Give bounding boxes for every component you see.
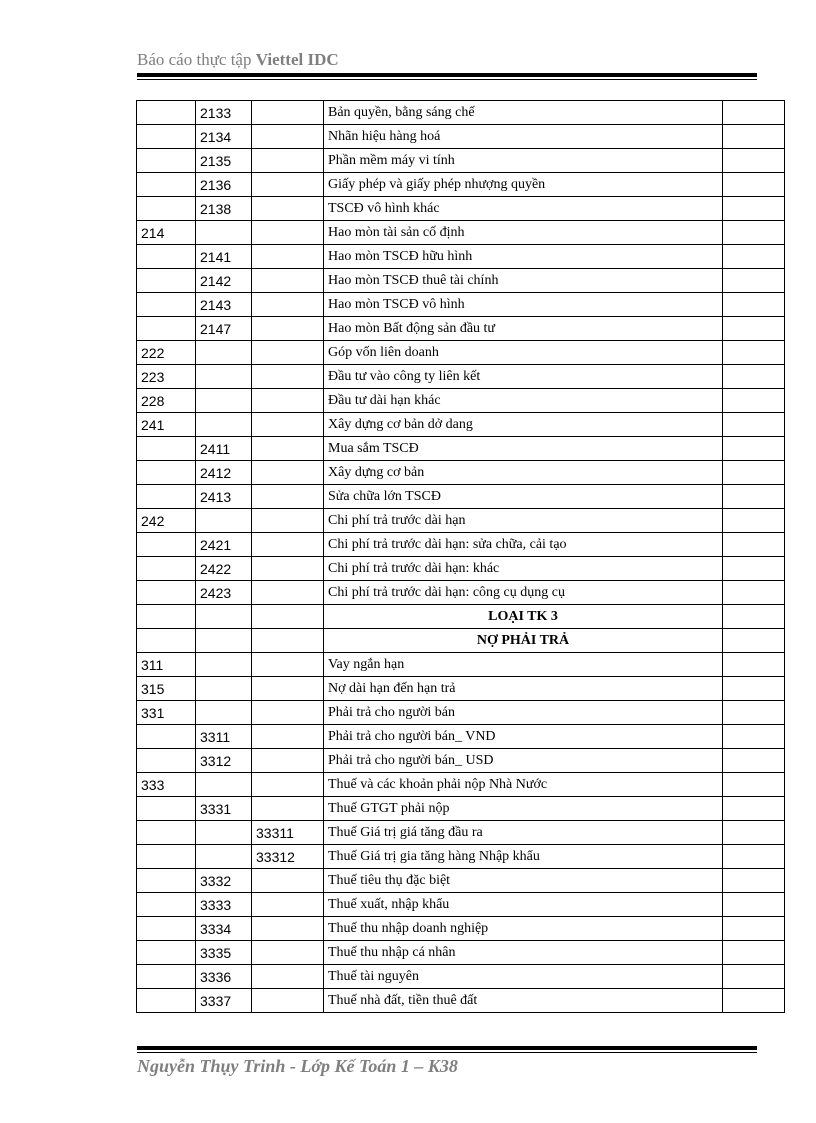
account-name: Hao mòn TSCĐ thuê tài chính xyxy=(324,269,723,293)
table-row xyxy=(137,221,785,245)
account-code-c3 xyxy=(252,605,324,629)
account-code-c1 xyxy=(137,269,196,293)
account-name: TSCĐ vô hình khác xyxy=(324,197,723,221)
note-cell xyxy=(723,533,785,557)
account-name: Thuế xuất, nhập khẩu xyxy=(324,893,723,917)
account-code-c1 xyxy=(137,845,196,869)
note-cell xyxy=(723,869,785,893)
account-code-c1 xyxy=(137,965,196,989)
account-code-c1 xyxy=(137,149,196,173)
account-code-c2 xyxy=(196,629,252,653)
page-header xyxy=(137,50,339,70)
account-code-c2: 3334 xyxy=(196,917,252,941)
account-code-c2: 2134 xyxy=(196,125,252,149)
account-code-c1 xyxy=(137,893,196,917)
account-code-c3 xyxy=(252,221,324,245)
section-heading: LOẠI TK 3 xyxy=(324,605,723,629)
account-code-c2 xyxy=(196,509,252,533)
account-code-c3 xyxy=(252,389,324,413)
table-row xyxy=(137,269,785,293)
account-code-c3 xyxy=(252,125,324,149)
table-row xyxy=(137,797,785,821)
account-code-c1: 222 xyxy=(137,341,196,365)
account-code-c2: 2143 xyxy=(196,293,252,317)
account-code-c3 xyxy=(252,293,324,317)
table-row xyxy=(137,341,785,365)
table-row xyxy=(137,533,785,557)
account-code-c1 xyxy=(137,725,196,749)
account-name: Hao mòn TSCĐ vô hình xyxy=(324,293,723,317)
account-name: Bản quyền, bằng sáng chế xyxy=(324,101,723,125)
note-cell xyxy=(723,917,785,941)
note-cell xyxy=(723,221,785,245)
account-name: Phải trả cho người bán_ VND xyxy=(324,725,723,749)
account-code-c1: 228 xyxy=(137,389,196,413)
account-code-c2: 2147 xyxy=(196,317,252,341)
note-cell xyxy=(723,365,785,389)
note-cell xyxy=(723,773,785,797)
account-code-c2: 2142 xyxy=(196,269,252,293)
account-code-c2 xyxy=(196,845,252,869)
table-row xyxy=(137,653,785,677)
account-code-c1: 214 xyxy=(137,221,196,245)
account-code-c2: 3335 xyxy=(196,941,252,965)
table-row xyxy=(137,557,785,581)
account-code-c3 xyxy=(252,461,324,485)
account-code-c2: 2423 xyxy=(196,581,252,605)
account-code-c2: 3311 xyxy=(196,725,252,749)
footer-rule-thick xyxy=(137,1046,757,1050)
account-code-c3 xyxy=(252,941,324,965)
note-cell xyxy=(723,317,785,341)
account-code-c1: 315 xyxy=(137,677,196,701)
section-heading: NỢ PHẢI TRẢ xyxy=(324,629,723,653)
account-code-c2: 3337 xyxy=(196,989,252,1013)
account-code-c2 xyxy=(196,605,252,629)
account-code-c3 xyxy=(252,869,324,893)
note-cell xyxy=(723,653,785,677)
account-name: Mua sắm TSCĐ xyxy=(324,437,723,461)
account-code-c1 xyxy=(137,581,196,605)
note-cell xyxy=(723,605,785,629)
note-cell xyxy=(723,677,785,701)
account-code-c1 xyxy=(137,173,196,197)
table-row xyxy=(137,581,785,605)
account-name: Thuế tài nguyên xyxy=(324,965,723,989)
account-name: Thuế tiêu thụ đặc biệt xyxy=(324,869,723,893)
account-code-c2: 2411 xyxy=(196,437,252,461)
account-code-c1 xyxy=(137,317,196,341)
account-code-c2: 2135 xyxy=(196,149,252,173)
account-name: Sửa chữa lớn TSCĐ xyxy=(324,485,723,509)
account-code-c3: 33311 xyxy=(252,821,324,845)
note-cell xyxy=(723,965,785,989)
table-row xyxy=(137,413,785,437)
table-row xyxy=(137,125,785,149)
account-name: Hao mòn tài sản cố định xyxy=(324,221,723,245)
account-name: Thuế GTGT phải nộp xyxy=(324,797,723,821)
note-cell xyxy=(723,125,785,149)
note-cell xyxy=(723,821,785,845)
note-cell xyxy=(723,461,785,485)
account-name: Xây dựng cơ bản dở dang xyxy=(324,413,723,437)
account-name: Xây dựng cơ bản xyxy=(324,461,723,485)
account-code-c2: 2412 xyxy=(196,461,252,485)
account-code-c3 xyxy=(252,917,324,941)
account-name: Chi phí trả trước dài hạn: khác xyxy=(324,557,723,581)
account-code-c2 xyxy=(196,365,252,389)
note-cell xyxy=(723,413,785,437)
table-row xyxy=(137,725,785,749)
note-cell xyxy=(723,173,785,197)
account-name: Phần mềm máy vi tính xyxy=(324,149,723,173)
account-table xyxy=(136,100,785,1013)
note-cell xyxy=(723,389,785,413)
account-code-c1 xyxy=(137,917,196,941)
account-code-c2: 2136 xyxy=(196,173,252,197)
account-name: Thuế Giá trị giá tăng đầu ra xyxy=(324,821,723,845)
note-cell xyxy=(723,293,785,317)
note-cell xyxy=(723,509,785,533)
table-row xyxy=(137,821,785,845)
note-cell xyxy=(723,893,785,917)
note-cell xyxy=(723,437,785,461)
account-code-c3 xyxy=(252,677,324,701)
account-code-c3 xyxy=(252,701,324,725)
account-code-c2 xyxy=(196,341,252,365)
account-name: Thuế Giá trị gia tăng hàng Nhập khẩu xyxy=(324,845,723,869)
note-cell xyxy=(723,749,785,773)
table-row xyxy=(137,629,785,653)
account-code-c3 xyxy=(252,629,324,653)
account-code-c1 xyxy=(137,197,196,221)
table-row xyxy=(137,437,785,461)
table-row xyxy=(137,317,785,341)
table-row xyxy=(137,101,785,125)
account-code-c1: 223 xyxy=(137,365,196,389)
account-code-c3 xyxy=(252,149,324,173)
account-code-c1 xyxy=(137,941,196,965)
account-code-c2: 2138 xyxy=(196,197,252,221)
note-cell xyxy=(723,797,785,821)
table-row xyxy=(137,749,785,773)
account-code-c1 xyxy=(137,605,196,629)
account-name: Giấy phép và giấy phép nhượng quyền xyxy=(324,173,723,197)
account-code-c2 xyxy=(196,701,252,725)
account-code-c3 xyxy=(252,581,324,605)
account-code-c3 xyxy=(252,101,324,125)
account-code-c2: 2141 xyxy=(196,245,252,269)
account-name: Đầu tư dài hạn khác xyxy=(324,389,723,413)
note-cell xyxy=(723,197,785,221)
account-code-c2: 3333 xyxy=(196,893,252,917)
account-code-c2: 2133 xyxy=(196,101,252,125)
table-row xyxy=(137,989,785,1013)
account-code-c1 xyxy=(137,437,196,461)
note-cell xyxy=(723,845,785,869)
account-code-c3 xyxy=(252,773,324,797)
account-code-c3: 33312 xyxy=(252,845,324,869)
account-name: Thuế thu nhập doanh nghiệp xyxy=(324,917,723,941)
note-cell xyxy=(723,701,785,725)
account-code-c1 xyxy=(137,797,196,821)
account-name: Chi phí trả trước dài hạn: sửa chữa, cải tạo xyxy=(324,533,723,557)
account-code-c3 xyxy=(252,509,324,533)
table-row xyxy=(137,389,785,413)
table-row xyxy=(137,893,785,917)
account-name: Nợ dài hạn đến hạn trả xyxy=(324,677,723,701)
account-code-c3 xyxy=(252,365,324,389)
table-row xyxy=(137,869,785,893)
account-code-c3 xyxy=(252,197,324,221)
account-code-c3 xyxy=(252,245,324,269)
table-row xyxy=(137,965,785,989)
account-code-c2 xyxy=(196,413,252,437)
account-code-c2: 2413 xyxy=(196,485,252,509)
table-row xyxy=(137,917,785,941)
account-code-c2 xyxy=(196,221,252,245)
account-code-c2 xyxy=(196,773,252,797)
account-code-c2 xyxy=(196,389,252,413)
note-cell xyxy=(723,941,785,965)
header-prefix: Báo cáo thực tập xyxy=(137,50,252,69)
table-row xyxy=(137,149,785,173)
table-row xyxy=(137,509,785,533)
account-code-c2 xyxy=(196,821,252,845)
table-row xyxy=(137,245,785,269)
header-brand: Viettel IDC xyxy=(255,50,339,69)
account-code-c2: 3312 xyxy=(196,749,252,773)
note-cell xyxy=(723,557,785,581)
account-name: Phải trả cho người bán xyxy=(324,701,723,725)
note-cell xyxy=(723,245,785,269)
table-row xyxy=(137,365,785,389)
account-code-c1 xyxy=(137,101,196,125)
note-cell xyxy=(723,629,785,653)
account-code-c2: 3336 xyxy=(196,965,252,989)
account-name: Chi phí trả trước dài hạn xyxy=(324,509,723,533)
table-row xyxy=(137,461,785,485)
note-cell xyxy=(723,101,785,125)
account-code-c2 xyxy=(196,653,252,677)
note-cell xyxy=(723,341,785,365)
page-footer: Nguyễn Thụy Trinh - Lớp Kế Toán 1 – K38 xyxy=(137,1056,458,1076)
note-cell xyxy=(723,989,785,1013)
account-name: Nhãn hiệu hàng hoá xyxy=(324,125,723,149)
account-code-c3 xyxy=(252,437,324,461)
table-row xyxy=(137,173,785,197)
header-rule-thick xyxy=(137,73,757,77)
account-name: Thuế nhà đất, tiền thuê đất xyxy=(324,989,723,1013)
table-row xyxy=(137,701,785,725)
account-code-c3 xyxy=(252,797,324,821)
account-code-c1 xyxy=(137,557,196,581)
account-code-c1 xyxy=(137,125,196,149)
note-cell xyxy=(723,725,785,749)
account-code-c3 xyxy=(252,557,324,581)
table-row xyxy=(137,941,785,965)
account-code-c1 xyxy=(137,629,196,653)
table-row xyxy=(137,677,785,701)
account-name: Thuế thu nhập cá nhân xyxy=(324,941,723,965)
account-code-c3 xyxy=(252,413,324,437)
account-code-c3 xyxy=(252,485,324,509)
account-code-c1: 311 xyxy=(137,653,196,677)
account-name: Đầu tư vào công ty liên kết xyxy=(324,365,723,389)
table-row xyxy=(137,197,785,221)
footer-rule-thin xyxy=(137,1052,757,1053)
account-name: Thuế và các khoản phải nộp Nhà Nước xyxy=(324,773,723,797)
account-code-c2 xyxy=(196,677,252,701)
note-cell xyxy=(723,269,785,293)
account-code-c1 xyxy=(137,245,196,269)
account-code-c1: 241 xyxy=(137,413,196,437)
account-code-c1: 242 xyxy=(137,509,196,533)
account-code-c2: 3331 xyxy=(196,797,252,821)
table-row xyxy=(137,845,785,869)
account-code-c3 xyxy=(252,653,324,677)
account-code-c3 xyxy=(252,341,324,365)
account-code-c3 xyxy=(252,533,324,557)
table-row xyxy=(137,485,785,509)
account-code-c2: 3332 xyxy=(196,869,252,893)
account-name: Chi phí trả trước dài hạn: công cụ dụng cụ xyxy=(324,581,723,605)
account-code-c1 xyxy=(137,293,196,317)
account-code-c3 xyxy=(252,725,324,749)
note-cell xyxy=(723,581,785,605)
account-code-c3 xyxy=(252,965,324,989)
note-cell xyxy=(723,149,785,173)
account-code-c3 xyxy=(252,893,324,917)
account-code-c1: 333 xyxy=(137,773,196,797)
account-code-c1: 331 xyxy=(137,701,196,725)
account-code-c3 xyxy=(252,989,324,1013)
account-name: Hao mòn TSCĐ hữu hình xyxy=(324,245,723,269)
account-code-c2: 2422 xyxy=(196,557,252,581)
account-code-c2: 2421 xyxy=(196,533,252,557)
account-name: Phải trả cho người bán_ USD xyxy=(324,749,723,773)
account-name: Hao mòn Bất động sản đầu tư xyxy=(324,317,723,341)
account-code-c1 xyxy=(137,485,196,509)
account-code-c1 xyxy=(137,989,196,1013)
account-code-c3 xyxy=(252,269,324,293)
account-code-c1 xyxy=(137,749,196,773)
account-code-c3 xyxy=(252,317,324,341)
account-code-c1 xyxy=(137,533,196,557)
table-row xyxy=(137,293,785,317)
account-code-c3 xyxy=(252,749,324,773)
account-name: Vay ngắn hạn xyxy=(324,653,723,677)
account-code-c1 xyxy=(137,869,196,893)
account-code-c3 xyxy=(252,173,324,197)
header-rule-thin xyxy=(137,79,757,80)
account-code-c1 xyxy=(137,461,196,485)
table-row xyxy=(137,773,785,797)
note-cell xyxy=(723,485,785,509)
account-code-c1 xyxy=(137,821,196,845)
table-row xyxy=(137,605,785,629)
account-name: Góp vốn liên doanh xyxy=(324,341,723,365)
